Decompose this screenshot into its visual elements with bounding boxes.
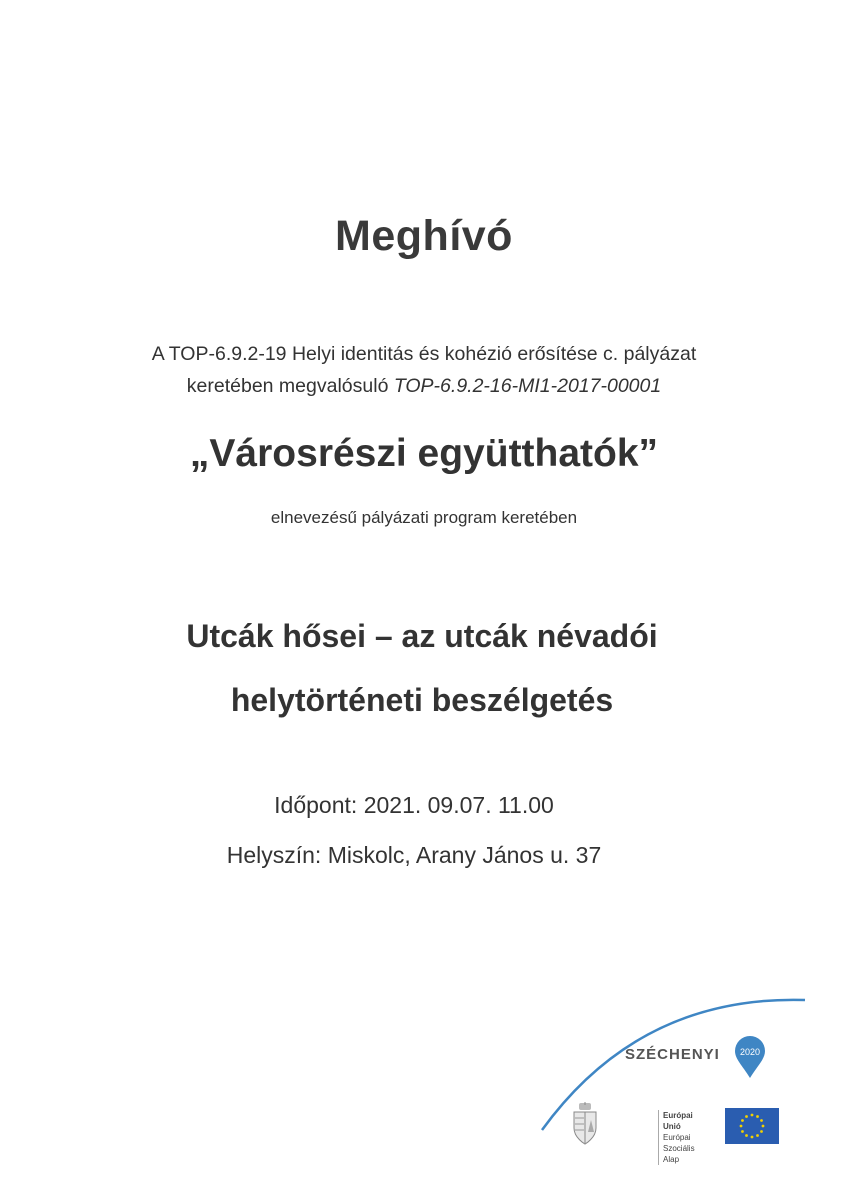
hungarian-coat-of-arms-icon bbox=[572, 1102, 598, 1146]
eu-fund-label bbox=[658, 1110, 695, 1165]
event-title-line-2: helytörténeti beszélgetés bbox=[230, 682, 614, 718]
szechenyi-year: 2020 bbox=[739, 1047, 761, 1057]
eu-star bbox=[756, 1115, 759, 1118]
project-code: TOP-6.9.2-16-MI1-2017-00001 bbox=[393, 375, 662, 397]
eu-label-line-1: Európai Unió bbox=[663, 1111, 693, 1131]
intro-line-2 bbox=[0, 375, 848, 398]
eu-star bbox=[756, 1134, 759, 1137]
eu-star bbox=[760, 1130, 763, 1133]
event-title-line-1: Utcák hősei – az utcák névadói bbox=[186, 618, 658, 654]
eu-star bbox=[740, 1125, 743, 1128]
event-place: Helyszín: Miskolc, Arany János u. 37 bbox=[226, 842, 602, 868]
eu-star bbox=[760, 1119, 763, 1122]
location-pin-icon bbox=[733, 1035, 767, 1079]
szechenyi-wordmark: SZÉCHENYI bbox=[625, 1046, 720, 1063]
eu-star bbox=[762, 1125, 765, 1128]
eu-star bbox=[751, 1114, 754, 1117]
invitation-title: Meghívó bbox=[335, 212, 513, 260]
event-time: Időpont: 2021. 09.07. 11.00 bbox=[274, 792, 554, 818]
intro-line-2-prefix: keretében megvalósuló bbox=[186, 375, 394, 397]
eu-label-line-2: Európai Szociális bbox=[663, 1133, 695, 1153]
eu-flag-icon bbox=[725, 1108, 779, 1144]
program-name: „Városrészi együtthatók” bbox=[189, 432, 659, 475]
eu-star bbox=[741, 1130, 744, 1133]
decorative-arc bbox=[530, 990, 848, 1200]
eu-star bbox=[741, 1119, 744, 1122]
eu-star bbox=[745, 1115, 748, 1118]
eu-label-line-3: Alap bbox=[663, 1155, 680, 1164]
eu-star bbox=[751, 1136, 754, 1139]
eu-star bbox=[745, 1134, 748, 1137]
funding-logos bbox=[530, 990, 848, 1200]
intro-line-1: A TOP-6.9.2-19 Helyi identitás és kohézió erősítése c. pályázat bbox=[151, 343, 697, 365]
program-subtitle: elnevezésű pályázati program keretében bbox=[270, 508, 578, 527]
